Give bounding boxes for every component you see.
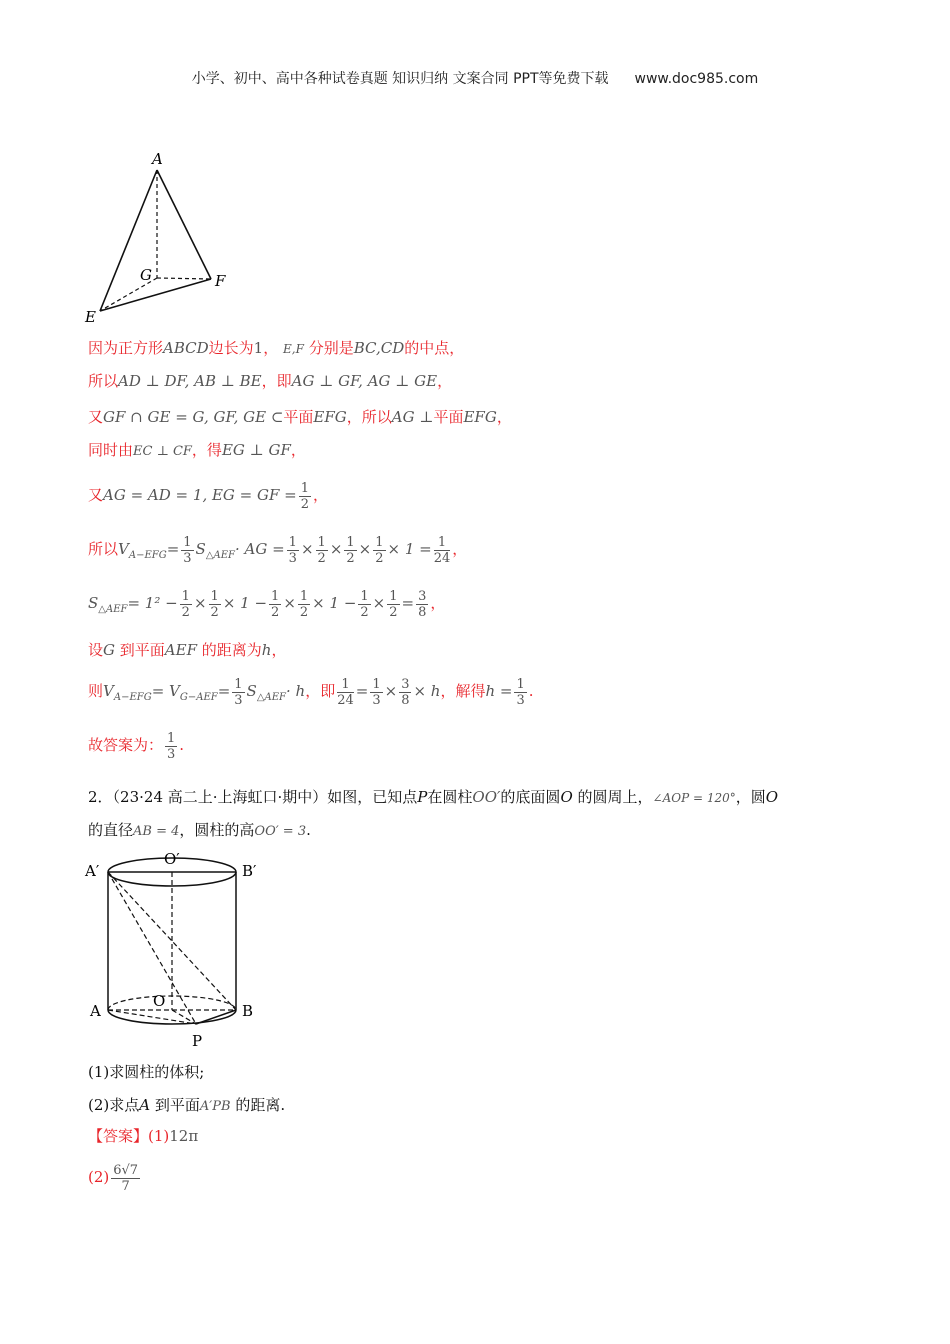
fraction [514,677,526,708]
numerator: 1 [434,535,451,551]
text: ，解得 [440,682,486,700]
denominator: 2 [300,496,310,512]
problem2-line-2 [88,820,311,842]
math: · AG = [234,540,285,558]
problem2-line-1 [88,787,778,808]
text: 平面 [283,408,314,426]
math: AB = 4 [133,824,180,839]
text: 又 [88,408,104,426]
fraction [287,535,299,566]
text: (2)求点 [88,1096,140,1114]
text: ， [437,372,453,390]
math: BC,CD [353,339,405,357]
solution-line-2 [88,371,452,391]
math: OO′ [472,788,501,806]
math: AD ⊥ DF, AB ⊥ BE [118,372,262,390]
text: ， [496,408,512,426]
header-site: www.doc985.com [634,71,759,87]
math: × 1 − [222,594,268,612]
fraction [344,535,356,566]
math: × [372,594,386,612]
solution-line-7 [88,586,445,627]
text: 在圆柱 [427,788,473,806]
text: ，即 [261,372,292,390]
denominator: 2 [375,550,384,566]
denominator: 8 [401,692,410,708]
fraction [337,677,354,708]
text: . [528,682,534,700]
text: 到平面 [154,1096,200,1114]
fraction [299,481,311,512]
text: ，圆柱的高 [179,821,255,839]
text: 的距离. [235,1096,286,1114]
text: 的中点， [404,339,465,357]
math: EG ⊥ GF [221,441,291,459]
denominator: 2 [360,604,369,620]
denominator: 3 [288,550,297,566]
denominator: 2 [271,604,280,620]
fraction [269,589,281,620]
math: △AEF [205,550,235,561]
math: × h [413,682,441,700]
segment-BP [196,1010,236,1024]
text: ，所以 [346,408,392,426]
solution-line-10 [88,728,184,762]
math: = V [151,682,180,700]
text: (1) [148,1127,170,1145]
label-O: O [153,992,166,1010]
math: P [417,788,428,806]
numerator: 1 [337,677,354,693]
label-B: B [242,1002,254,1020]
edge-GF [157,278,211,279]
edge-EF [100,279,211,311]
fraction [165,731,177,762]
math: OO′ = 3 [254,824,307,839]
denominator: 24 [433,550,451,566]
math: A [139,1096,151,1114]
numerator: 1 [210,588,219,604]
label-Ap: A′ [85,862,100,880]
fraction [387,589,399,620]
answer-1 [88,1126,198,1146]
math: V [103,682,114,700]
numerator: 1 [299,588,309,604]
math: = 1² − [127,594,178,612]
solution-line-9 [88,674,534,715]
fraction [416,589,428,620]
solution-line-5 [88,478,328,512]
numerator: 1 [271,588,280,604]
text: 平面 [433,408,464,426]
text: ，即 [305,682,336,700]
edge-AF [157,170,211,279]
math: △AEF [256,692,286,703]
denominator: 2 [210,604,219,620]
fraction [181,535,193,566]
fraction [111,1163,140,1194]
math: × [329,540,343,558]
math: × [300,540,314,558]
text: (1)求圆柱的体积; [88,1063,205,1081]
fraction [373,535,385,566]
header-text: 小学、初中、高中各种试卷真题 知识归纳 文案合同 PPT等免费下载 [191,71,609,87]
numerator: 1 [317,534,326,550]
label-P: P [192,1032,203,1050]
math: h = [485,682,513,700]
question-2 [88,1095,285,1117]
math: × 1 = [387,540,432,558]
numerator: 1 [346,534,355,550]
answer-2 [88,1160,142,1194]
numerator: 1 [234,676,243,692]
denominator: 2 [181,604,190,620]
segment-AP [108,1010,196,1024]
math: EFG [463,408,497,426]
math: G−AEF [179,692,218,703]
numerator: 3 [401,676,410,692]
math: × [193,594,207,612]
numerator: 1 [516,676,525,692]
denominator: 2 [389,604,398,620]
math: ∠AOP = 120° [652,791,736,805]
fraction [399,677,411,708]
denominator: 24 [337,692,354,708]
tetrahedron-figure [80,148,250,328]
text: 则 [88,682,104,700]
label-E: E [85,308,96,326]
math: ABCD [163,339,209,357]
text: 所以 [88,372,119,390]
text: 到平面 [119,641,165,659]
numerator: 1 [181,588,190,604]
denominator: 3 [516,692,525,708]
math: AG = AD = 1, EG = GF = [103,486,297,504]
text: ， [452,540,468,558]
text: . [306,821,311,839]
fraction [298,589,310,620]
text: 2．（23·24 高二上·上海虹口·期中）如图，已知点 [88,788,418,806]
numerator: 1 [167,730,176,746]
math: A−EFG [128,550,167,561]
label-A: A [152,150,163,168]
math: O [560,788,573,806]
numerator: 1 [300,480,310,496]
label-G: G [140,266,152,284]
numerator: 1 [389,588,398,604]
math: = [355,682,369,700]
math: × 1 − [312,594,357,612]
text: ，圆 [735,788,766,806]
math: AG ⊥ [391,408,434,426]
math: S [88,594,99,612]
denominator: 3 [234,692,243,708]
math: · h [285,682,306,700]
question-1 [88,1062,204,1082]
text: 所以 [88,540,119,558]
math: h [261,641,272,659]
fraction [180,589,192,620]
denominator: 2 [299,604,309,620]
text: (2) [88,1168,110,1186]
solution-line-8 [88,640,286,660]
text: 因为正方形 [88,339,164,357]
math: △AEF [98,604,128,615]
numerator: 3 [418,588,427,604]
text: 分别是 [308,339,354,357]
text: ， [263,339,279,357]
text: 同时由 [88,441,134,459]
math: V [118,540,129,558]
text: 故答案为： [88,736,164,754]
math: AEF [164,641,197,659]
text: ， [430,594,446,612]
text: . [179,736,185,754]
math: × [384,682,398,700]
text: ， [313,486,329,504]
denominator: 2 [346,550,355,566]
numerator: 1 [183,534,192,550]
page-header [0,68,950,88]
text: ， [271,641,287,659]
math: G [103,641,115,659]
math: = [166,540,180,558]
answer-label: 【答案】 [88,1127,149,1145]
denominator: 2 [317,550,326,566]
math: = [217,682,231,700]
label-A: A [90,1002,101,1020]
solution-line-4 [88,440,306,462]
edge-AE [100,170,157,311]
fraction [358,589,370,620]
solution-line-6 [88,532,467,573]
fraction [316,535,328,566]
text: ，得 [191,441,222,459]
text: 的底面圆 [500,788,561,806]
math: EC ⊥ CF [133,444,192,459]
math: × [358,540,372,558]
numerator: 6√7 [113,1162,139,1178]
denominator: 3 [183,550,192,566]
math: GF ∩ GE = G, GF, GE ⊂ [103,408,284,426]
math: EFG [313,408,347,426]
math: S [195,540,206,558]
math: E,F [283,342,304,356]
solution-line-3 [88,407,512,427]
cylinder-figure [80,846,280,1051]
math: A−EFG [113,692,152,703]
denominator: 3 [372,692,381,708]
text: ， [290,441,306,459]
math: 12π [169,1127,199,1145]
label-Bp: B′ [242,862,257,880]
text: 的圆周上， [577,788,653,806]
text: 的直径 [88,821,134,839]
fraction [209,589,221,620]
numerator: 1 [288,534,297,550]
math: AG ⊥ GF, AG ⊥ GE [291,372,438,390]
math: 1 [253,339,264,357]
text: 的距离为 [201,641,262,659]
text: 边长为 [208,339,254,357]
numerator: 1 [372,676,381,692]
math: O [765,788,779,806]
denominator: 8 [418,604,427,620]
solution-line-1 [88,338,464,359]
numerator: 1 [360,588,369,604]
math: A′PB [199,1099,231,1114]
numerator: 1 [375,534,384,550]
fraction [232,677,244,708]
label-F: F [215,272,226,290]
fraction [434,535,451,566]
math: × [283,594,296,612]
denominator: 3 [167,746,176,762]
text: 又 [88,486,104,504]
text: 设 [88,641,104,659]
fraction [370,677,382,708]
math: S [246,682,257,700]
label-Op: O′ [164,850,180,868]
math: = [401,594,415,612]
denominator: 7 [121,1178,130,1194]
